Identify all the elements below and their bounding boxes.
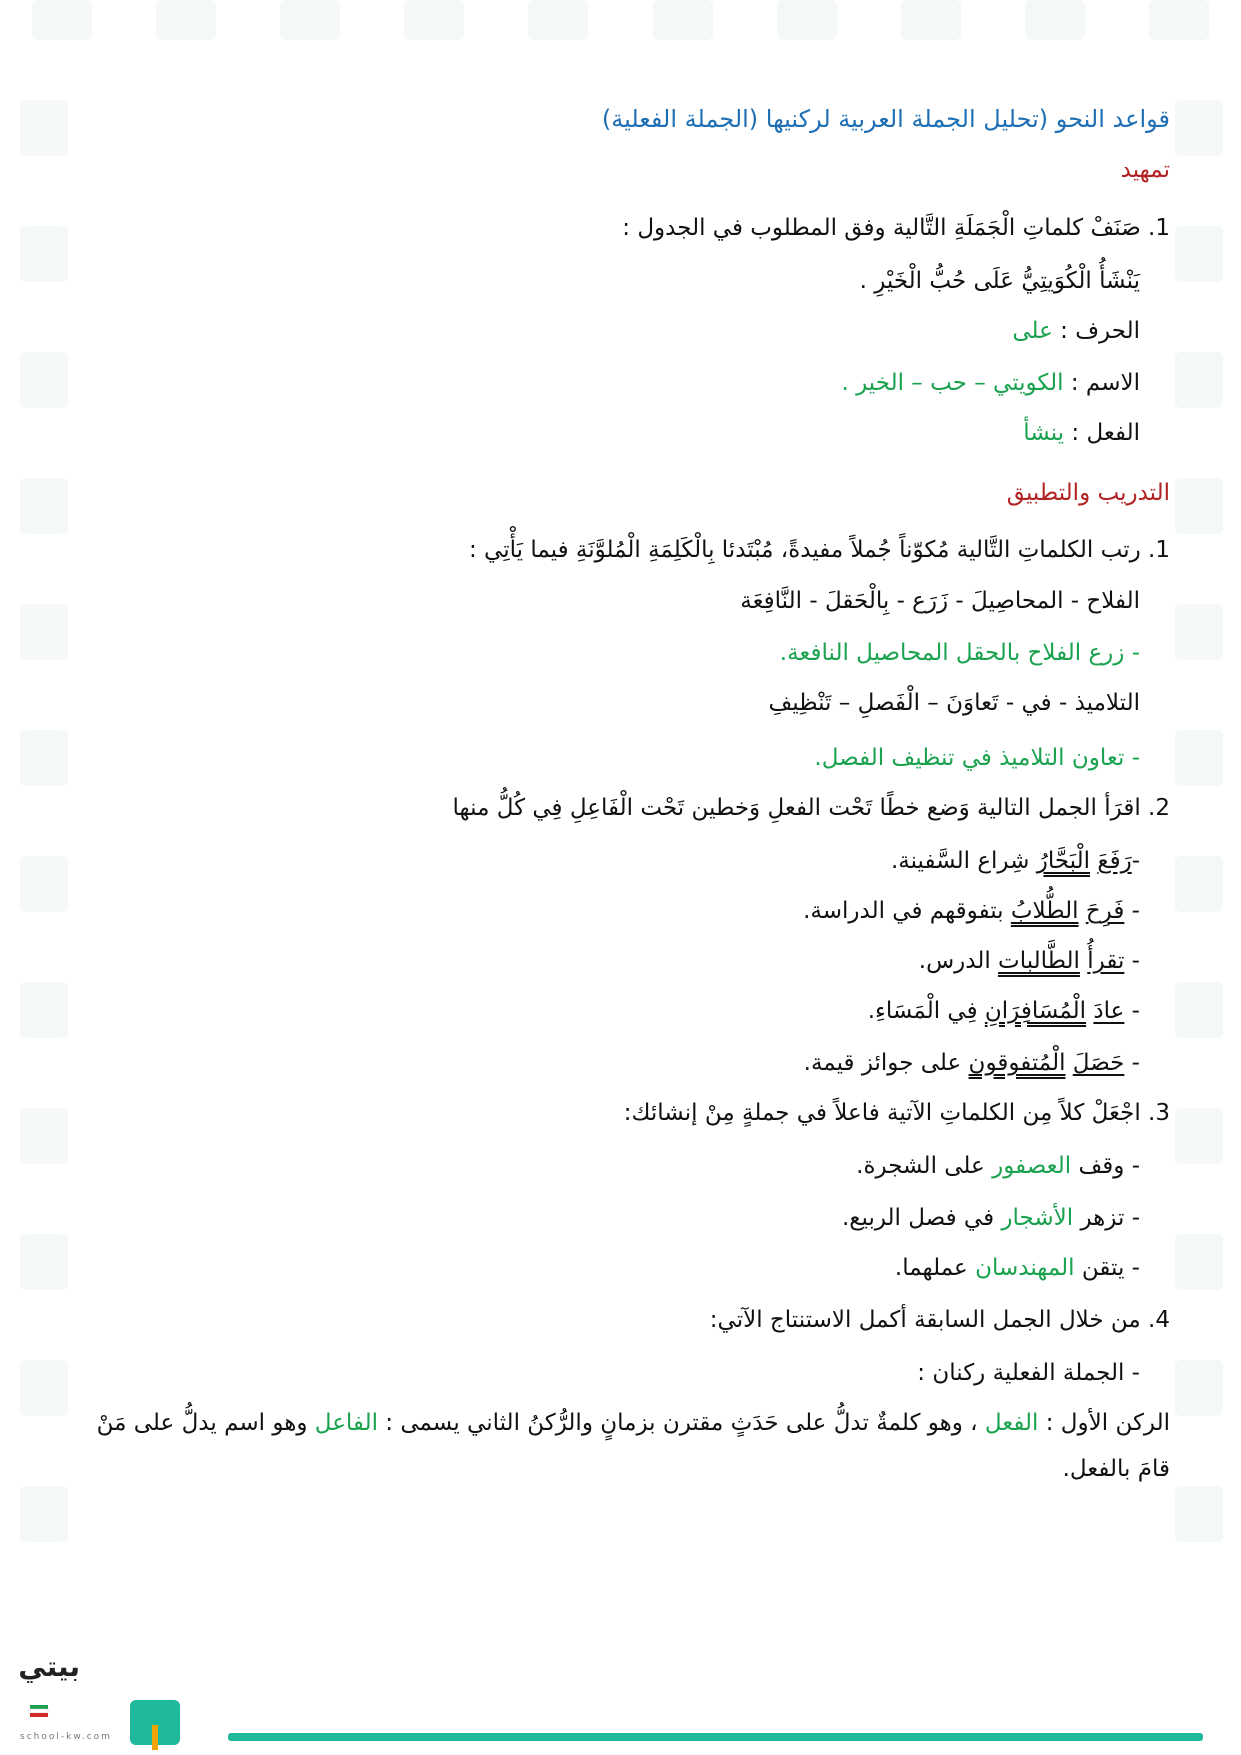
- fiil-row: [1023, 420, 1140, 446]
- flag-stripe-green: [30, 1705, 48, 1709]
- logo-bookmark: [152, 1725, 158, 1750]
- item-bullet: -: [1124, 1050, 1140, 1076]
- q2-item-5: [804, 1050, 1140, 1076]
- sentence-rest: على جوائز قيمة.: [803, 1050, 962, 1076]
- watermark-logo: [777, 0, 837, 40]
- subject-word: المهندسان: [975, 1255, 1075, 1281]
- fiil-answer: ينشأ: [1023, 420, 1065, 446]
- watermark-logo: [20, 352, 68, 408]
- fill-answer-verb: الفعل: [984, 1410, 1039, 1436]
- answer-a: - زرع الفلاح بالحقل المحاصيل النافعة.: [779, 640, 1140, 666]
- watermark-logo: [1175, 730, 1223, 786]
- item-bullet: -: [1124, 948, 1140, 974]
- words-group-a: الفلاح - المحاصِيلَ - زَرَع - بِالْحَقلَ - النَّافِعَة: [740, 588, 1140, 614]
- watermark-logo: [1175, 1486, 1223, 1542]
- watermark-logo: [1149, 0, 1209, 40]
- watermark-logo: [20, 1360, 68, 1416]
- watermark-logo: [653, 0, 713, 40]
- sentence-rest: فِي الْمَسَاءِ.: [867, 998, 978, 1024]
- answer-b: - تعاون التلاميذ في تنظيف الفصل.: [814, 745, 1140, 771]
- site-url: school-kw.com: [20, 1732, 112, 1742]
- site-logo: [20, 1640, 220, 1750]
- watermark-logo: [20, 1486, 68, 1542]
- paragraph-part: ، وهو كلمةٌ تدلُّ على حَدَثٍ مقترن بزمانٍ والرُّكنُ الثاني يسمى :: [385, 1410, 978, 1436]
- watermark-logo: [32, 0, 92, 40]
- watermark-logo: [404, 0, 464, 40]
- subject-double-underlined: الْمُتفوقون: [968, 1050, 1066, 1076]
- harf-label: الحرف :: [1060, 318, 1140, 344]
- logo-text: بيتي: [18, 1650, 80, 1683]
- question-text: اجْعَلْ كلاً مِن الكلماتِ الآتية فاعلاً في جملةٍ مِنْ إنشائك:: [623, 1100, 1141, 1126]
- sentence-rest: شِراع السَّفينة.: [890, 848, 1030, 874]
- question-text: اقرَأ الجمل التالية وَضع خطًا تَحْت الفعلِ وَخطين تَحْت الْفَاعِلِ فِي كُلُّ منها: [452, 795, 1141, 821]
- watermark-logo: [1175, 352, 1223, 408]
- watermark-logo: [1025, 0, 1085, 40]
- q3-item-1: [856, 1153, 1140, 1179]
- watermark-logo: [1175, 1234, 1223, 1290]
- intro-sentence: يَنْشَأُ الْكُوَيتِيُّ عَلَى حُبُّ الْخَيْرِ .: [859, 268, 1140, 294]
- practice-heading: التدريب والتطبيق: [1006, 480, 1170, 506]
- harf-answer: على: [1012, 318, 1053, 344]
- flag-stripe-white: [30, 1709, 48, 1713]
- watermark-logo: [1175, 100, 1223, 156]
- sentence-after: عملهما.: [894, 1255, 968, 1281]
- sentence-before: - يتقن: [1081, 1255, 1140, 1281]
- q2-item-3: [919, 948, 1140, 974]
- fiil-label: الفعل :: [1071, 420, 1140, 446]
- watermark-logo: [1175, 604, 1223, 660]
- verb-underlined: رَفَعَ: [1097, 848, 1132, 874]
- subject-double-underlined: الطُّلابُ: [1010, 898, 1079, 924]
- watermark-logo: [156, 0, 216, 40]
- ism-label: الاسم :: [1070, 370, 1140, 396]
- sentence-before: - تزهر: [1080, 1205, 1140, 1231]
- subject-double-underlined: الْمُسَافِرَانِ: [984, 998, 1087, 1024]
- ism-row: [841, 370, 1140, 396]
- q4-conclusion-paragraph: [70, 1400, 1170, 1492]
- q3-item-3: [895, 1255, 1140, 1281]
- watermark-logo: [20, 226, 68, 282]
- watermark-strip: [0, 0, 1241, 40]
- watermark-logo: [1175, 1108, 1223, 1164]
- question-number: 1.: [1148, 537, 1170, 563]
- paragraph-part: وهو اسم يدلُّ على مَنْ قامَ بالفعل.: [96, 1410, 1170, 1482]
- watermark-logo: [1175, 478, 1223, 534]
- watermark-logo: [20, 1234, 68, 1290]
- q3-item-2: [842, 1205, 1140, 1231]
- watermark-logo: [1175, 982, 1223, 1038]
- q2-item-4: [868, 998, 1140, 1024]
- q2-item-1: [891, 848, 1140, 874]
- watermark-logo: [901, 0, 961, 40]
- watermark-logo: [20, 982, 68, 1038]
- subject-double-underlined: الْبَحَّارُ: [1036, 848, 1091, 874]
- item-bullet: -: [1124, 898, 1140, 924]
- question-number: 4.: [1148, 1307, 1170, 1333]
- q4-line-1: - الجملة الفعلية ركنان :: [917, 1360, 1140, 1386]
- watermark-logo: [1175, 1360, 1223, 1416]
- subject-double-underlined: الطَّالبات: [998, 948, 1080, 974]
- watermark-logo: [20, 100, 68, 156]
- practice-question-1: [469, 537, 1170, 563]
- practice-question-4: [710, 1307, 1170, 1333]
- verb-underlined: تقرأُ: [1087, 948, 1125, 974]
- paragraph-part: الركن الأول :: [1045, 1410, 1170, 1436]
- ism-answer: الكويتي – حب – الخير .: [841, 370, 1064, 396]
- watermark-column-left: [20, 100, 70, 1542]
- sentence-rest: الدرس.: [918, 948, 991, 974]
- flag-stripe-red: [30, 1713, 48, 1717]
- question-number: 3.: [1148, 1100, 1170, 1126]
- question-number: 1.: [1148, 215, 1170, 241]
- question-text: من خلال الجمل السابقة أكمل الاستنتاج الآتي:: [709, 1307, 1141, 1333]
- verb-underlined: فَرِحَ: [1085, 898, 1125, 924]
- sentence-before: - وقف: [1078, 1153, 1140, 1179]
- watermark-logo: [20, 478, 68, 534]
- fill-answer-subject: الفاعل: [314, 1410, 378, 1436]
- question-text: رتب الكلماتِ التَّالية مُكوّناً جُملاً مفيدةً، مُبْتَدئا بِالْكَلِمَةِ الْمُلوَّنَةِ فيما يَأْتِي :: [468, 537, 1141, 563]
- watermark-logo: [528, 0, 588, 40]
- watermark-logo: [20, 856, 68, 912]
- sentence-after: على الشجرة.: [856, 1153, 985, 1179]
- footer-divider: [228, 1733, 1203, 1741]
- watermark-logo: [280, 0, 340, 40]
- harf-row: [1012, 318, 1140, 344]
- item-bullet: -: [1131, 848, 1140, 874]
- watermark-column-right: [1175, 100, 1225, 1542]
- sentence-rest: بتفوقهم في الدراسة.: [803, 898, 1004, 924]
- sentence-after: في فصل الربيع.: [841, 1205, 995, 1231]
- question-number: 2.: [1148, 795, 1170, 821]
- watermark-logo: [1175, 856, 1223, 912]
- practice-question-2: [453, 795, 1170, 821]
- question-text: صَنَفْ كلماتِ الْجَمَلَةِ التَّالية وفق المطلوب في الجدول :: [622, 215, 1141, 241]
- verb-underlined: عادَ: [1093, 998, 1125, 1024]
- subject-word: الأشجار: [1001, 1205, 1074, 1231]
- watermark-logo: [1175, 226, 1223, 282]
- intro-question-1: [622, 215, 1170, 241]
- watermark-logo: [20, 730, 68, 786]
- intro-heading: تمهيد: [1120, 157, 1170, 183]
- item-bullet: -: [1124, 998, 1140, 1024]
- practice-question-3: [624, 1100, 1170, 1126]
- subject-word: العصفور: [992, 1153, 1072, 1179]
- q2-item-2: [803, 898, 1140, 924]
- watermark-logo: [20, 1108, 68, 1164]
- words-group-b: التلاميذ - في - تَعاوَنَ – الْفَصلِ – تَنْظِيفِ: [768, 690, 1140, 716]
- watermark-logo: [20, 604, 68, 660]
- page-title: قواعد النحو (تحليل الجملة العربية لركنيها (الجملة الفعلية): [601, 105, 1170, 133]
- verb-underlined: حَصَلَ: [1072, 1050, 1125, 1076]
